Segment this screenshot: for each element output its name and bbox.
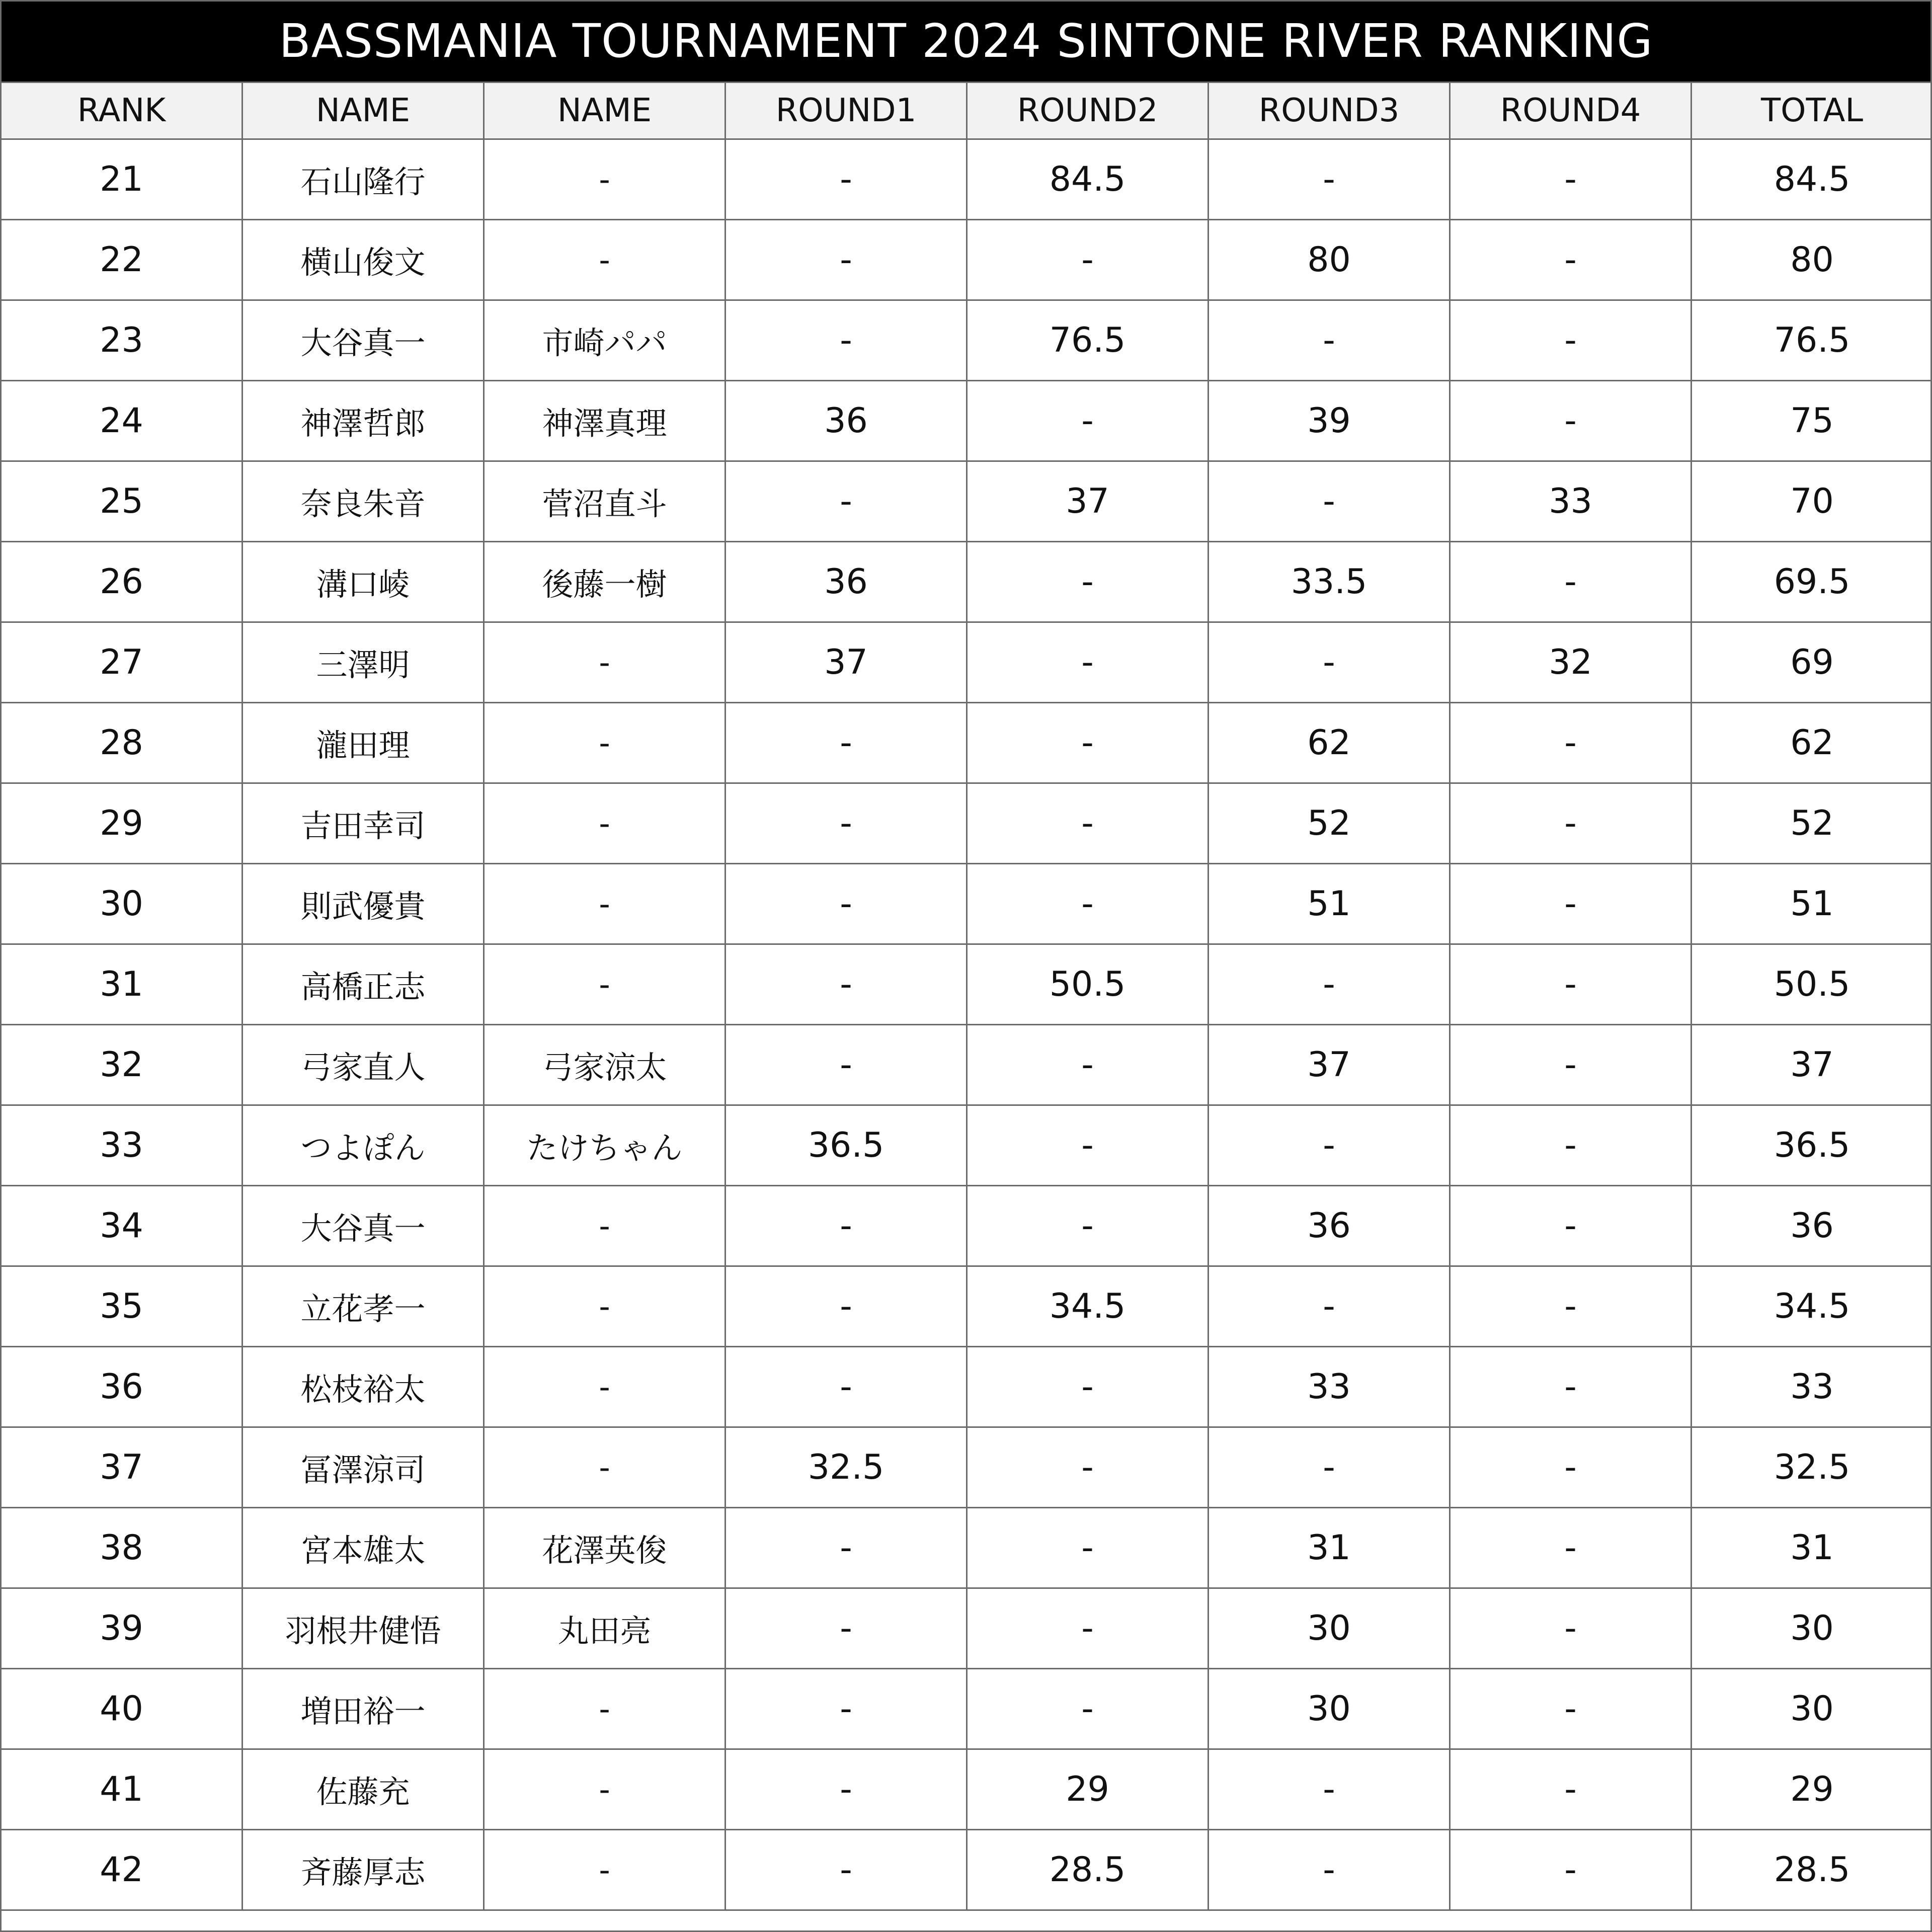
cell-round4: -: [1450, 1830, 1692, 1910]
cell-round2: -: [967, 220, 1209, 300]
cell-name-2: -: [484, 139, 726, 220]
table-row: [1, 783, 1932, 864]
cell-round2: -: [967, 864, 1209, 944]
cell-round1: -: [726, 1588, 967, 1669]
cell-round1: -: [726, 783, 967, 864]
table-row: [1, 1105, 1932, 1186]
cell-round3: 33: [1209, 1347, 1450, 1427]
cell-name-1: つよぽん: [243, 1105, 484, 1186]
cell-name-1: 則武優貴: [243, 864, 484, 944]
cell-name-2: -: [484, 1427, 726, 1508]
cell-round3: 30: [1209, 1588, 1450, 1669]
header-name-2: NAME: [484, 83, 726, 139]
table-row: [1, 1347, 1932, 1427]
cell-total: 36: [1692, 1186, 1932, 1266]
cell-total: 84.5: [1692, 139, 1932, 220]
cell-round2: -: [967, 381, 1209, 461]
table-row: [1, 461, 1932, 542]
cell-round4: -: [1450, 1186, 1692, 1266]
cell-name-2: 後藤一樹: [484, 542, 726, 622]
table-row: [1, 1427, 1932, 1508]
header-total: TOTAL: [1692, 83, 1932, 139]
table-row: [1, 139, 1932, 220]
cell-total: 62: [1692, 703, 1932, 783]
cell-round2: -: [967, 1105, 1209, 1186]
cell-round2: -: [967, 1427, 1209, 1508]
cell-rank: 32: [1, 1025, 243, 1105]
cell-round4: -: [1450, 944, 1692, 1025]
cell-total: 30: [1692, 1588, 1932, 1669]
cell-round1: -: [726, 1749, 967, 1830]
cell-name-2: -: [484, 944, 726, 1025]
table-row: [1, 220, 1932, 300]
cell-round4: -: [1450, 1588, 1692, 1669]
cell-round1: 37: [726, 622, 967, 703]
cell-round1: 36: [726, 542, 967, 622]
cell-name-1: 奈良朱音: [243, 461, 484, 542]
cell-name-1: 神澤哲郎: [243, 381, 484, 461]
cell-round4: -: [1450, 381, 1692, 461]
cell-total: 52: [1692, 783, 1932, 864]
header-row: [1, 83, 1932, 139]
cell-round1: -: [726, 139, 967, 220]
cell-round4: -: [1450, 1669, 1692, 1749]
cell-round4: -: [1450, 703, 1692, 783]
header-round1: ROUND1: [726, 83, 967, 139]
cell-round1: -: [726, 461, 967, 542]
cell-name-1: 立花孝一: [243, 1266, 484, 1347]
cell-round1: -: [726, 1830, 967, 1910]
cell-round4: -: [1450, 1427, 1692, 1508]
cell-name-1: 高橋正志: [243, 944, 484, 1025]
cell-round1: -: [726, 1508, 967, 1588]
cell-round1: -: [726, 944, 967, 1025]
cell-rank: 35: [1, 1266, 243, 1347]
cell-round3: -: [1209, 944, 1450, 1025]
cell-round4: 33: [1450, 461, 1692, 542]
cell-rank: 31: [1, 944, 243, 1025]
cell-round4: -: [1450, 1266, 1692, 1347]
header-round3: ROUND3: [1209, 83, 1450, 139]
cell-name-1: 溝口崚: [243, 542, 484, 622]
cell-name-1: 横山俊文: [243, 220, 484, 300]
cell-round2: -: [967, 1669, 1209, 1749]
cell-rank: 36: [1, 1347, 243, 1427]
cell-round3: 52: [1209, 783, 1450, 864]
cell-round2: -: [967, 1025, 1209, 1105]
cell-round3: 33.5: [1209, 542, 1450, 622]
table-row: [1, 622, 1932, 703]
cell-name-2: 花澤英俊: [484, 1508, 726, 1588]
cell-name-2: 神澤真理: [484, 381, 726, 461]
cell-rank: 37: [1, 1427, 243, 1508]
cell-round2: 50.5: [967, 944, 1209, 1025]
cell-total: 34.5: [1692, 1266, 1932, 1347]
cell-rank: 41: [1, 1749, 243, 1830]
cell-round3: 39: [1209, 381, 1450, 461]
cell-round3: -: [1209, 622, 1450, 703]
cell-round3: -: [1209, 1266, 1450, 1347]
cell-name-1: 石山隆行: [243, 139, 484, 220]
cell-round3: -: [1209, 139, 1450, 220]
cell-name-1: 冨澤涼司: [243, 1427, 484, 1508]
cell-total: 69.5: [1692, 542, 1932, 622]
cell-round1: 36.5: [726, 1105, 967, 1186]
cell-rank: 29: [1, 783, 243, 864]
cell-name-1: 増田裕一: [243, 1669, 484, 1749]
table-row: [1, 1508, 1932, 1588]
cell-total: 33: [1692, 1347, 1932, 1427]
cell-name-1: 斉藤厚志: [243, 1830, 484, 1910]
cell-name-2: 弓家涼太: [484, 1025, 726, 1105]
cell-rank: 25: [1, 461, 243, 542]
cell-rank: 26: [1, 542, 243, 622]
header-rank: RANK: [1, 83, 243, 139]
header-name-1: NAME: [243, 83, 484, 139]
cell-name-2: -: [484, 1186, 726, 1266]
cell-name-1: 宮本雄太: [243, 1508, 484, 1588]
cell-round3: -: [1209, 1749, 1450, 1830]
cell-round3: 62: [1209, 703, 1450, 783]
cell-round3: -: [1209, 1105, 1450, 1186]
cell-total: 30: [1692, 1669, 1932, 1749]
cell-name-2: -: [484, 1669, 726, 1749]
cell-name-1: 大谷真一: [243, 300, 484, 381]
cell-round4: -: [1450, 220, 1692, 300]
cell-rank: 42: [1, 1830, 243, 1910]
cell-name-2: -: [484, 864, 726, 944]
cell-total: 76.5: [1692, 300, 1932, 381]
cell-round4: -: [1450, 1025, 1692, 1105]
cell-round3: -: [1209, 300, 1450, 381]
cell-round3: 31: [1209, 1508, 1450, 1588]
table-row: [1, 703, 1932, 783]
cell-total: 36.5: [1692, 1105, 1932, 1186]
cell-name-1: 弓家直人: [243, 1025, 484, 1105]
cell-name-2: -: [484, 1266, 726, 1347]
cell-rank: 24: [1, 381, 243, 461]
cell-rank: 38: [1, 1508, 243, 1588]
cell-total: 37: [1692, 1025, 1932, 1105]
table-row: [1, 1266, 1932, 1347]
cell-name-2: -: [484, 783, 726, 864]
cell-total: 51: [1692, 864, 1932, 944]
cell-total: 50.5: [1692, 944, 1932, 1025]
table-row: [1, 1749, 1932, 1830]
cell-rank: 27: [1, 622, 243, 703]
cell-round1: 36: [726, 381, 967, 461]
cell-round2: 84.5: [967, 139, 1209, 220]
cell-round1: -: [726, 220, 967, 300]
cell-round2: -: [967, 1588, 1209, 1669]
cell-name-2: -: [484, 1830, 726, 1910]
cell-round4: -: [1450, 864, 1692, 944]
table-row: [1, 1186, 1932, 1266]
cell-name-2: -: [484, 1347, 726, 1427]
cell-name-1: 吉田幸司: [243, 783, 484, 864]
cell-round1: -: [726, 1025, 967, 1105]
header-round4: ROUND4: [1450, 83, 1692, 139]
page-title: [0, 0, 1932, 82]
cell-total: 29: [1692, 1749, 1932, 1830]
cell-name-1: 羽根井健悟: [243, 1588, 484, 1669]
cell-round1: -: [726, 703, 967, 783]
cell-total: 70: [1692, 461, 1932, 542]
header-round2: ROUND2: [967, 83, 1209, 139]
cell-name-2: -: [484, 703, 726, 783]
table-row: [1, 1830, 1932, 1910]
cell-name-2: 丸田亮: [484, 1588, 726, 1669]
cell-round4: -: [1450, 1508, 1692, 1588]
cell-name-2: 菅沼直斗: [484, 461, 726, 542]
cell-round4: -: [1450, 139, 1692, 220]
cell-name-1: 瀧田理: [243, 703, 484, 783]
cell-name-1: 松枝裕太: [243, 1347, 484, 1427]
table-row: [1, 1588, 1932, 1669]
cell-round3: 80: [1209, 220, 1450, 300]
cell-round2: -: [967, 542, 1209, 622]
cell-round4: -: [1450, 542, 1692, 622]
cell-round2: -: [967, 1508, 1209, 1588]
cell-round3: -: [1209, 461, 1450, 542]
cell-total: 69: [1692, 622, 1932, 703]
cell-round1: -: [726, 1186, 967, 1266]
table-body: [1, 139, 1932, 1910]
cell-round2: -: [967, 1347, 1209, 1427]
cell-round4: -: [1450, 300, 1692, 381]
cell-round3: 36: [1209, 1186, 1450, 1266]
cell-round1: -: [726, 864, 967, 944]
table-row: [1, 300, 1932, 381]
table-row: [1, 1025, 1932, 1105]
table-row: [1, 381, 1932, 461]
cell-round2: 28.5: [967, 1830, 1209, 1910]
cell-round2: -: [967, 1186, 1209, 1266]
cell-name-1: 佐藤充: [243, 1749, 484, 1830]
cell-name-1: 大谷真一: [243, 1186, 484, 1266]
cell-round4: 32: [1450, 622, 1692, 703]
cell-rank: 30: [1, 864, 243, 944]
page-title-text: BASSMANIA TOURNAMENT 2024 SINTONE RIVER RANKING: [279, 14, 1653, 68]
cell-rank: 34: [1, 1186, 243, 1266]
cell-round2: -: [967, 622, 1209, 703]
cell-round2: 37: [967, 461, 1209, 542]
table-row: [1, 864, 1932, 944]
cell-round3: 51: [1209, 864, 1450, 944]
table-row: [1, 542, 1932, 622]
cell-round2: -: [967, 783, 1209, 864]
cell-round3: 37: [1209, 1025, 1450, 1105]
cell-round2: -: [967, 703, 1209, 783]
cell-rank: 22: [1, 220, 243, 300]
cell-round4: -: [1450, 1105, 1692, 1186]
cell-round3: -: [1209, 1830, 1450, 1910]
cell-name-2: たけちゃん: [484, 1105, 726, 1186]
cell-round1: -: [726, 300, 967, 381]
cell-name-2: -: [484, 622, 726, 703]
table-header: [1, 83, 1932, 139]
cell-name-2: -: [484, 1749, 726, 1830]
cell-name-2: -: [484, 220, 726, 300]
cell-round1: -: [726, 1347, 967, 1427]
cell-name-2: 市崎パパ: [484, 300, 726, 381]
cell-total: 31: [1692, 1508, 1932, 1588]
cell-round1: 32.5: [726, 1427, 967, 1508]
cell-round3: -: [1209, 1427, 1450, 1508]
cell-total: 28.5: [1692, 1830, 1932, 1910]
cell-round4: -: [1450, 1347, 1692, 1427]
ranking-table: [0, 82, 1932, 1911]
cell-round2: 76.5: [967, 300, 1209, 381]
cell-rank: 21: [1, 139, 243, 220]
cell-rank: 23: [1, 300, 243, 381]
cell-round1: -: [726, 1266, 967, 1347]
cell-name-1: 三澤明: [243, 622, 484, 703]
cell-total: 75: [1692, 381, 1932, 461]
cell-round2: 34.5: [967, 1266, 1209, 1347]
cell-rank: 33: [1, 1105, 243, 1186]
cell-round4: -: [1450, 783, 1692, 864]
table-row: [1, 944, 1932, 1025]
cell-rank: 40: [1, 1669, 243, 1749]
table-row: [1, 1669, 1932, 1749]
cell-round1: -: [726, 1669, 967, 1749]
cell-round4: -: [1450, 1749, 1692, 1830]
cell-total: 32.5: [1692, 1427, 1932, 1508]
cell-round2: 29: [967, 1749, 1209, 1830]
cell-total: 80: [1692, 220, 1932, 300]
cell-rank: 39: [1, 1588, 243, 1669]
cell-round3: 30: [1209, 1669, 1450, 1749]
cell-rank: 28: [1, 703, 243, 783]
